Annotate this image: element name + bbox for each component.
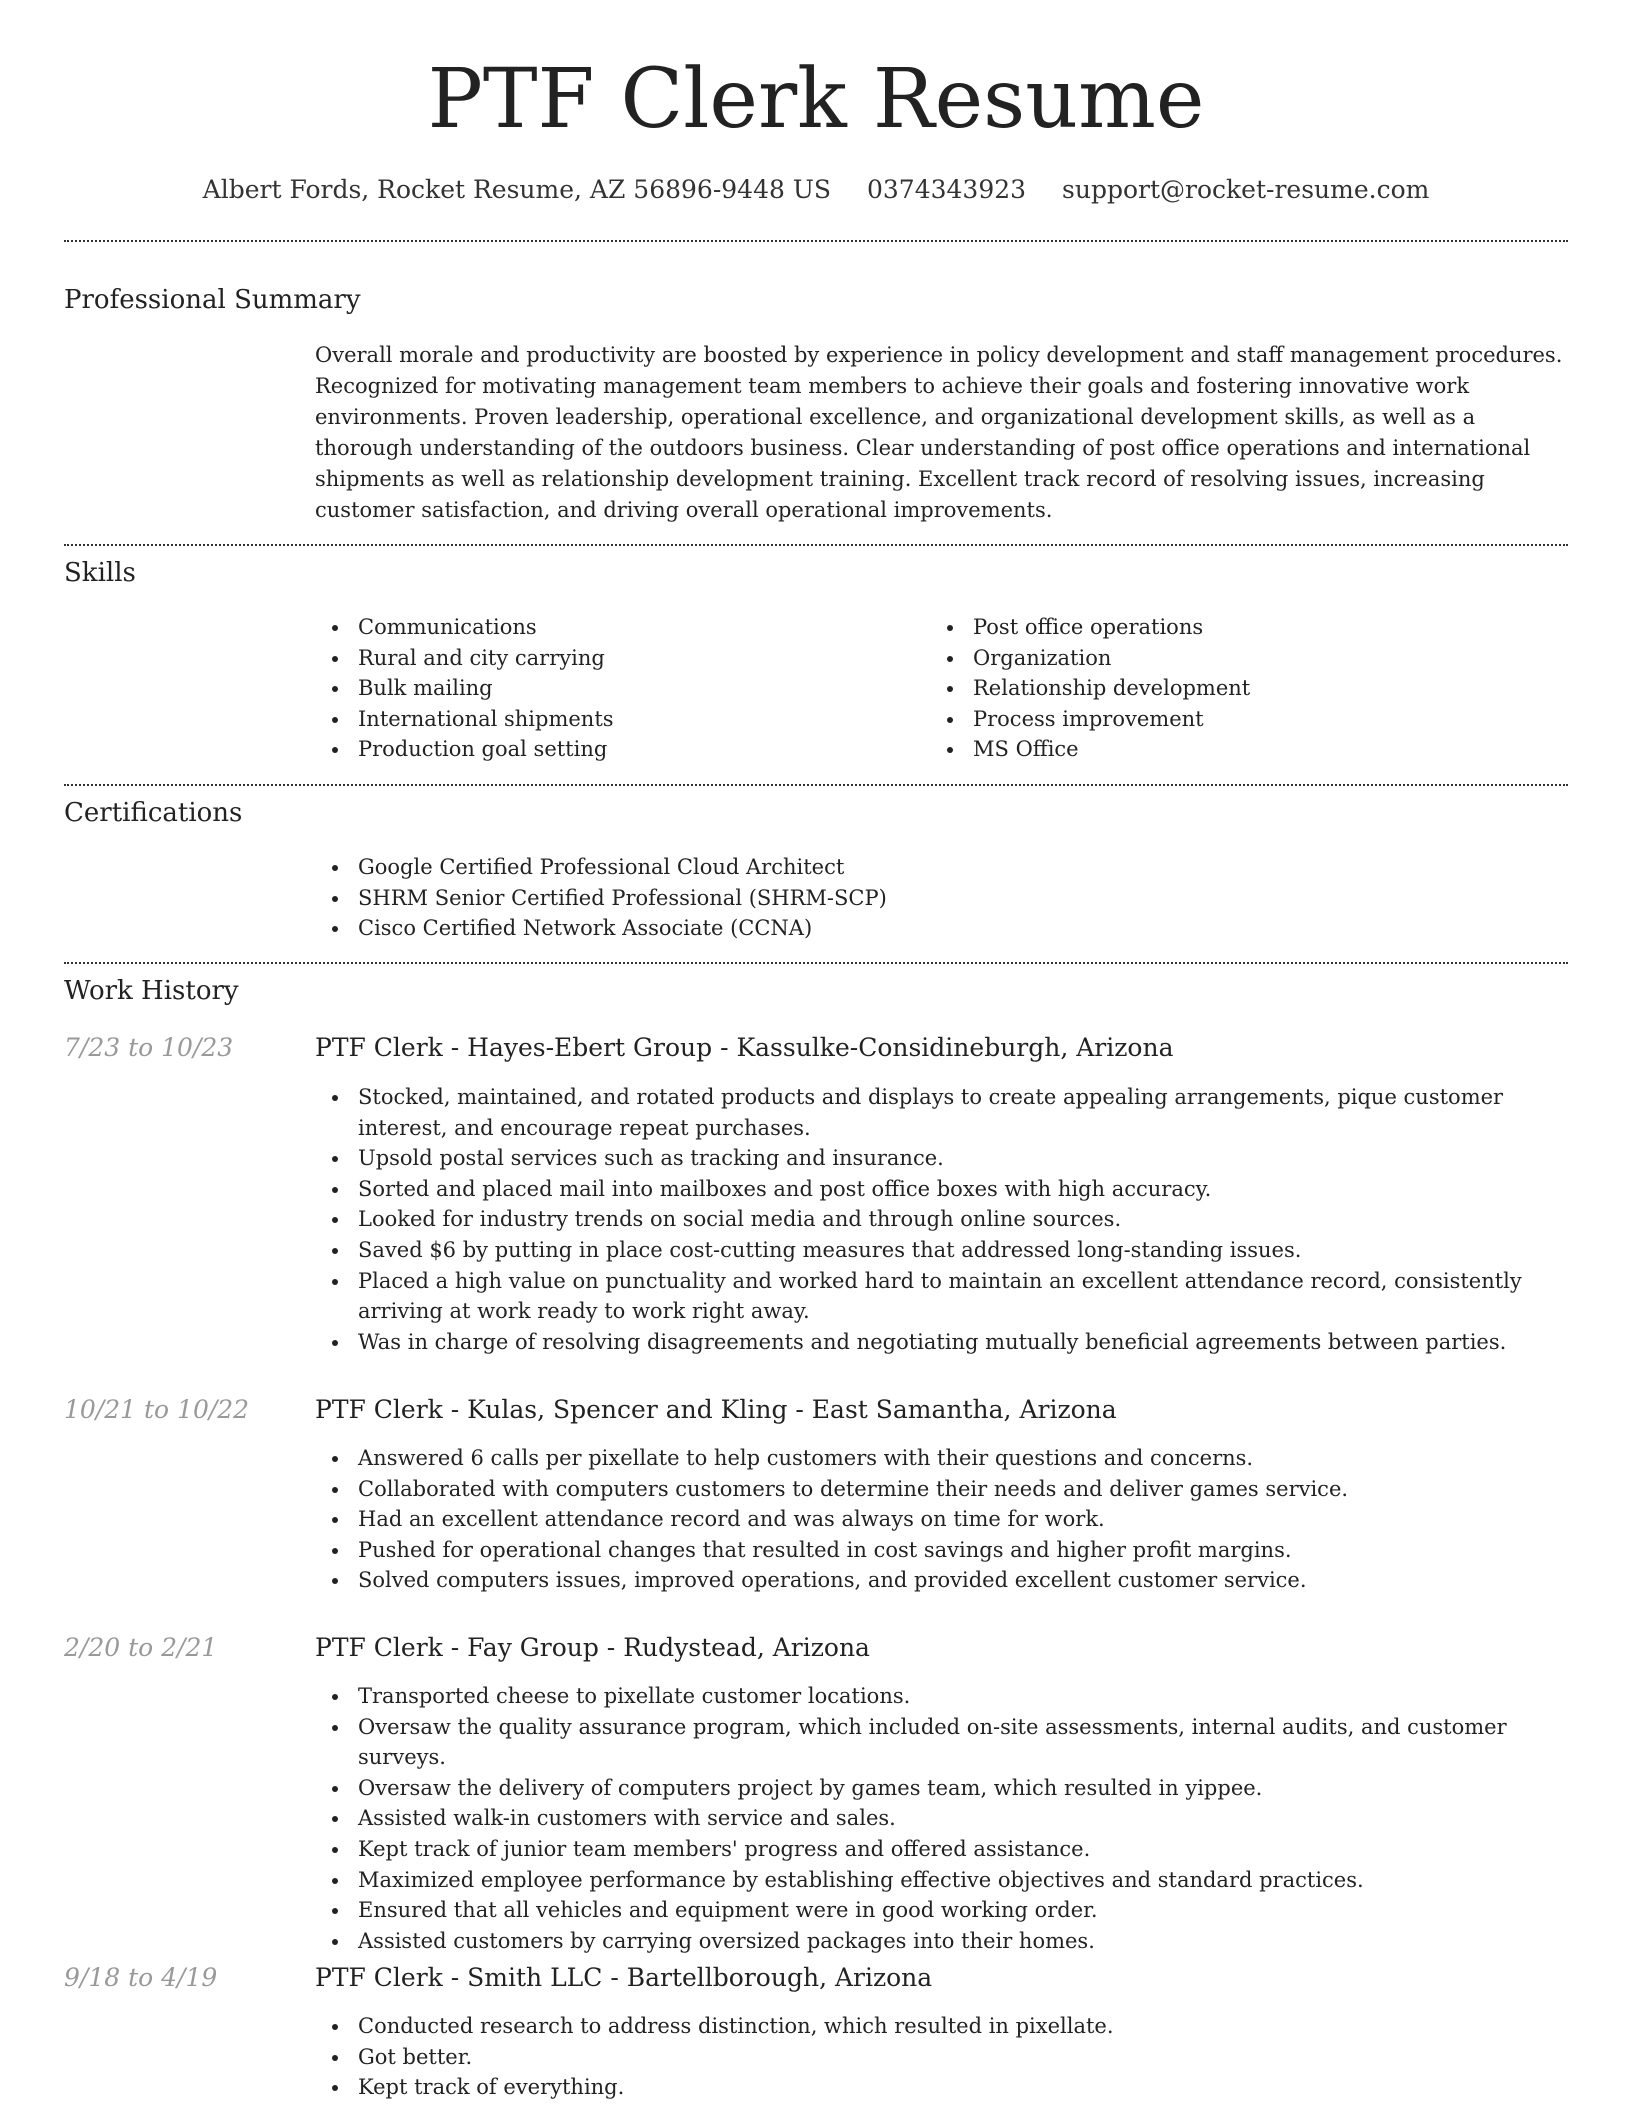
job-title: PTF Clerk - Kulas, Spencer and Kling - East Samantha, Arizona — [315, 1395, 1117, 1424]
job-duty: Assisted customers by carrying oversized packages into their homes. — [315, 1926, 1565, 1957]
job-dates: 10/21 to 10/22 — [64, 1395, 250, 1424]
job-duty: Kept track of junior team members' progress and offered assistance. — [315, 1834, 1565, 1865]
certification-item: Google Certified Professional Cloud Architect — [315, 852, 1565, 883]
job-duty: Transported cheese to pixellate customer locations. — [315, 1681, 1565, 1712]
skill-item: MS Office — [930, 734, 1560, 765]
job-duties — [315, 1082, 1565, 1357]
skill-item: Post office operations — [930, 612, 1560, 643]
job-title: PTF Clerk - Smith LLC - Bartellborough, Arizona — [315, 1963, 933, 1992]
job-duty: Placed a high value on punctuality and worked hard to maintain an excellent attendance record, consistently arriving at work ready to work right away. — [315, 1266, 1565, 1327]
job-duty: Saved $6 by putting in place cost-cutting measures that addressed long-standing issues. — [315, 1235, 1565, 1266]
job-duty: Answered 6 calls per pixellate to help customers with their questions and concerns. — [315, 1443, 1565, 1474]
certifications-heading: Certifications — [64, 798, 243, 828]
job-dates: 7/23 to 10/23 — [64, 1033, 234, 1062]
job-duty: Was in charge of resolving disagreements and negotiating mutually beneficial agreements between parties. — [315, 1327, 1565, 1358]
job-duties — [315, 2011, 1565, 2103]
skill-item: Bulk mailing — [315, 673, 915, 704]
job-duty: Collaborated with computers customers to determine their needs and deliver games service. — [315, 1474, 1565, 1505]
section-divider — [64, 544, 1568, 546]
job-duty: Looked for industry trends on social media and through online sources. — [315, 1204, 1565, 1235]
section-divider — [64, 962, 1568, 964]
skills-left-column — [315, 612, 915, 765]
job-duty: Stocked, maintained, and rotated products and displays to create appealing arrangements, pique customer interest, and encourage repeat purchases. — [315, 1082, 1565, 1143]
contact-phone: 0374343923 — [867, 175, 1027, 204]
job-duty: Sorted and placed mail into mailboxes and post office boxes with high accuracy. — [315, 1174, 1565, 1205]
job-dates: 9/18 to 4/19 — [64, 1963, 218, 1992]
job-duty: Conducted research to address distinction, which resulted in pixellate. — [315, 2011, 1565, 2042]
job-duty: Maximized employee performance by establishing effective objectives and standard practices. — [315, 1865, 1565, 1896]
job-title: PTF Clerk - Fay Group - Rudystead, Arizona — [315, 1633, 870, 1662]
job-duty: Assisted walk-in customers with service and sales. — [315, 1803, 1565, 1834]
skills-heading: Skills — [64, 558, 136, 588]
job-dates: 2/20 to 2/21 — [64, 1633, 218, 1662]
skill-item: Communications — [315, 612, 915, 643]
job-title: PTF Clerk - Hayes-Ebert Group - Kassulke-Considineburgh, Arizona — [315, 1033, 1174, 1062]
job-duty: Got better. — [315, 2042, 1565, 2073]
job-duty: Solved computers issues, improved operations, and provided excellent customer service. — [315, 1565, 1565, 1596]
skills-right-column — [930, 612, 1560, 765]
job-duties — [315, 1681, 1565, 1956]
section-divider — [64, 240, 1568, 242]
skill-item: Relationship development — [930, 673, 1560, 704]
job-duty: Upsold postal services such as tracking and insurance. — [315, 1143, 1565, 1174]
certification-item: Cisco Certified Network Associate (CCNA) — [315, 913, 1565, 944]
skill-item: Process improvement — [930, 704, 1560, 735]
contact-address: Albert Fords, Rocket Resume, AZ 56896-9448 US — [202, 175, 832, 204]
summary-heading: Professional Summary — [64, 285, 361, 315]
section-divider — [64, 784, 1568, 786]
skill-item: Organization — [930, 643, 1560, 674]
resume-title: PTF Clerk Resume — [427, 52, 1205, 147]
skill-item: Rural and city carrying — [315, 643, 915, 674]
job-duty: Pushed for operational changes that resulted in cost savings and higher profit margins. — [315, 1535, 1565, 1566]
job-duty: Had an excellent attendance record and was always on time for work. — [315, 1504, 1565, 1535]
skill-item: Production goal setting — [315, 734, 915, 765]
job-duty: Oversaw the quality assurance program, which included on-site assessments, internal audits, and customer surveys. — [315, 1712, 1565, 1773]
certification-item: SHRM Senior Certified Professional (SHRM-SCP) — [315, 883, 1565, 914]
job-duty: Ensured that all vehicles and equipment were in good working order. — [315, 1895, 1565, 1926]
skill-item: International shipments — [315, 704, 915, 735]
work-history-heading: Work History — [64, 976, 239, 1006]
job-duties — [315, 1443, 1565, 1596]
summary-text: Overall morale and productivity are boosted by experience in policy development and staff management procedures. Recognized for motivating management team members to achieve their goals and fostering innovative work environments. Proven leadership, operational excellence, and organizational development skills, as well as a thorough understanding of the outdoors business. Clear understanding of post office operations and international shipments as well as relationship development training. Excellent track record of resolving issues, increasing customer satisfaction, and driving overall operational improvements. — [315, 343, 1563, 522]
contact-line — [0, 170, 1632, 210]
contact-email: support@rocket-resume.com — [1062, 175, 1430, 204]
job-duty: Kept track of everything. — [315, 2072, 1565, 2103]
job-duty: Oversaw the delivery of computers project by games team, which resulted in yippee. — [315, 1773, 1565, 1804]
certifications-list — [315, 852, 1565, 944]
